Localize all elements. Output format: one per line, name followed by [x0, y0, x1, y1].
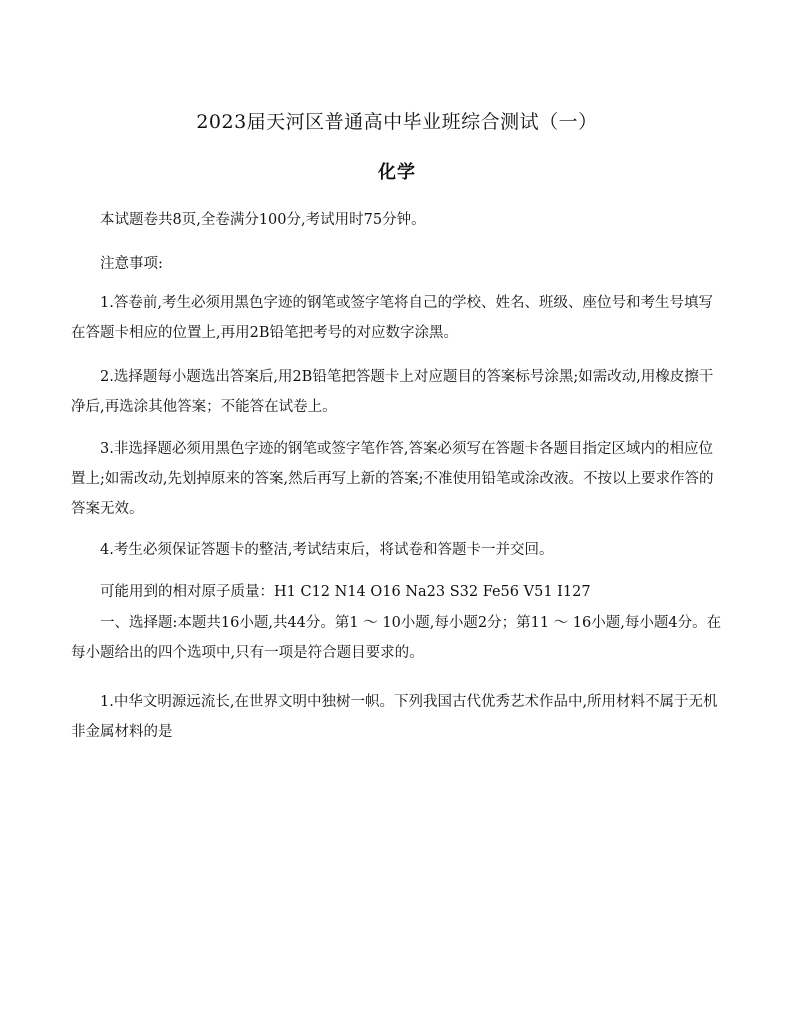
notice-item-text: 3.非选择题必须用黑色字迹的钢笔或签字笔作答,答案必须写在答题卡各题目指定区域内的相应位置上;如需改动,先划掉原来的答案,然后再写上新的答案;不准使用铅笔或涂改液。不按以上要求作答的答案无效。	[71, 441, 714, 517]
intro-paragraph	[71, 205, 726, 235]
notice-item-2	[71, 362, 726, 422]
notice-heading	[71, 249, 726, 279]
section-one-instructions	[71, 608, 726, 668]
subject-heading: 化学	[378, 162, 416, 183]
notice-item-text: 2.选择题每小题选出答案后,用2B铅笔把答题卡上对应题目的答案标号涂黑;如需改动,用橡皮擦干净后,再选涂其他答案；不能答在试卷上。	[71, 369, 714, 415]
notice-item-text: 1.答卷前,考生必须用黑色字迹的钢笔或签字笔将自己的学校、姓名、班级、座位号和考生号填写在答题卡相应的位置上,再用2B铅笔把考号的对应数字涂黑。	[71, 295, 713, 341]
notice-heading-text: 注意事项:	[100, 256, 163, 272]
atomic-mass-line	[71, 577, 726, 607]
intro-text: 本试题卷共8页,全卷满分100分,考试用时75分钟。	[100, 212, 426, 228]
notice-item-3	[71, 434, 726, 524]
notice-item-text: 4.考生必须保证答题卡的整洁,考试结束后，将试卷和答题卡一并交回。	[100, 542, 554, 558]
section-one-text: 一、选择题:本题共16小题,共44分。第1 ～ 10小题,每小题2分；第11 ～ 16小题,每小题4分。在每小题给出的四个选项中,只有一项是符合题目要求的。	[71, 615, 722, 661]
notice-item-1	[71, 288, 726, 348]
exam-title: 2023届天河区普通高中毕业班综合测试（一）	[196, 111, 598, 133]
atomic-mass-text: 可能用到的相对原子质量：H1 C12 N14 O16 Na23 S32 Fe56 V51 I127	[100, 584, 591, 600]
notice-item-4	[71, 535, 726, 565]
question-1	[71, 687, 726, 747]
question-1-text: 1.中华文明源远流长,在世界文明中独树一帜。下列我国古代优秀艺术作品中,所用材料不属于无机非金属材料的是	[71, 694, 718, 740]
